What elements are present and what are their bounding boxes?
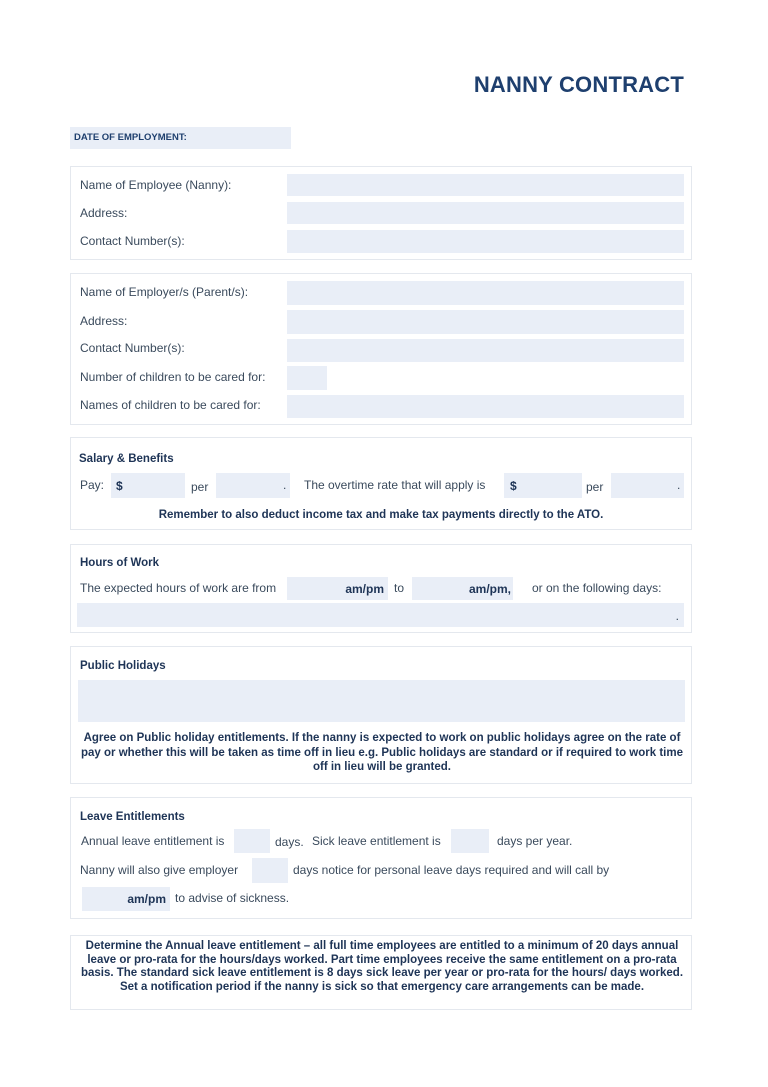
hours-days-dot: . (675, 609, 679, 623)
leave-heading: Leave Entitlements (80, 811, 185, 823)
salary-section (70, 437, 692, 530)
salary-note: Remember to also deduct income tax and make tax payments directly to the ATO. (158, 509, 604, 521)
hours-days-label: or on the following days: (532, 581, 662, 595)
hours-from-suffix: am/pm (345, 582, 384, 596)
employee-section (70, 166, 692, 260)
leave-section (70, 797, 692, 919)
leave-note-section (70, 935, 692, 1010)
employer-section (70, 273, 692, 425)
hours-from-label: The expected hours of work are from (80, 581, 277, 595)
employee-name-field[interactable] (287, 174, 684, 196)
names-children-field[interactable] (287, 395, 684, 418)
employee-address-label: Address: (80, 206, 128, 220)
hours-from-field[interactable] (287, 577, 388, 600)
date-of-employment-field[interactable] (70, 127, 291, 149)
employer-name-field[interactable] (287, 281, 684, 305)
employer-address-field[interactable] (287, 310, 684, 334)
annual-leave-suffix: days. (275, 835, 304, 849)
annual-leave-label: Annual leave entitlement is (81, 834, 225, 848)
pay-period-dot: . (283, 478, 287, 492)
notice-days-field[interactable] (252, 858, 288, 883)
employee-address-field[interactable] (287, 202, 684, 224)
holidays-heading: Public Holidays (80, 660, 166, 672)
employer-address-label: Address: (80, 314, 128, 328)
pay-per-label: per (191, 480, 209, 494)
pay-currency: $ (116, 479, 123, 493)
pay-period-field[interactable] (216, 473, 290, 498)
call-time-suffix: am/pm (127, 892, 166, 906)
overtime-label: The overtime rate that will apply is (304, 478, 486, 492)
holidays-section (70, 646, 692, 784)
notice-suffix: days notice for personal leave days required and will call by (293, 863, 610, 877)
sick-leave-field[interactable] (451, 829, 489, 853)
overtime-period-dot: . (677, 478, 681, 492)
hours-to-label: to (394, 581, 405, 595)
employee-name-label: Name of Employee (Nanny): (80, 178, 232, 192)
pay-label: Pay: (80, 478, 105, 492)
employer-contact-label: Contact Number(s): (80, 341, 185, 355)
hours-heading: Hours of Work (80, 557, 160, 569)
call-time-field[interactable] (82, 887, 170, 911)
leave-note: Determine the Annual leave entitlement – all full time employees are entitled to a minimum of 20 days annual leave or pro-rata for the hours/days worked. Part time employees receive the same entitlement on a pro-rata basis. The standard sick leave entitlement is 8 days sick leave per year or pro-rata for the hours/ days worked. Set a notification period if the nanny is sick so that emergency care arrangements can be made. (80, 940, 684, 993)
names-children-label: Names of children to be cared for: (80, 398, 261, 412)
date-of-employment-label: DATE OF EMPLOYMENT: (74, 132, 187, 143)
holidays-field[interactable] (78, 680, 685, 722)
salary-heading: Salary & Benefits (79, 453, 174, 465)
employer-contact-field[interactable] (287, 339, 684, 362)
annual-leave-field[interactable] (234, 829, 270, 853)
num-children-field[interactable] (287, 366, 327, 390)
document-title: NANNY CONTRACT (473, 72, 684, 97)
overtime-currency: $ (510, 479, 517, 493)
overtime-per-label: per (586, 480, 604, 494)
employee-contact-field[interactable] (287, 230, 684, 253)
hours-to-suffix: am/pm, (468, 582, 511, 596)
notice-label: Nanny will also give employer (80, 863, 239, 877)
overtime-period-field[interactable] (611, 473, 684, 498)
employee-contact-label: Contact Number(s): (80, 234, 185, 248)
overtime-amount-field[interactable] (504, 473, 582, 498)
sick-leave-suffix: days per year. (497, 834, 573, 848)
num-children-label: Number of children to be cared for: (80, 370, 266, 384)
hours-days-field[interactable] (77, 603, 684, 627)
holidays-note: Agree on Public holiday entitlements. If the nanny is expected to work on public holidays agree on the rate of pay or whether this will be taken as time off in lieu e.g. Public holidays are standard or if required to work time off in lieu will be granted. (81, 732, 683, 773)
hours-to-field[interactable] (412, 577, 513, 600)
hours-section (70, 544, 692, 633)
pay-amount-field[interactable] (111, 473, 185, 498)
advise-label: to advise of sickness. (175, 891, 290, 905)
employer-name-label: Name of Employer/s (Parent/s): (80, 285, 249, 299)
sick-leave-label: Sick leave entitlement is (312, 834, 441, 848)
